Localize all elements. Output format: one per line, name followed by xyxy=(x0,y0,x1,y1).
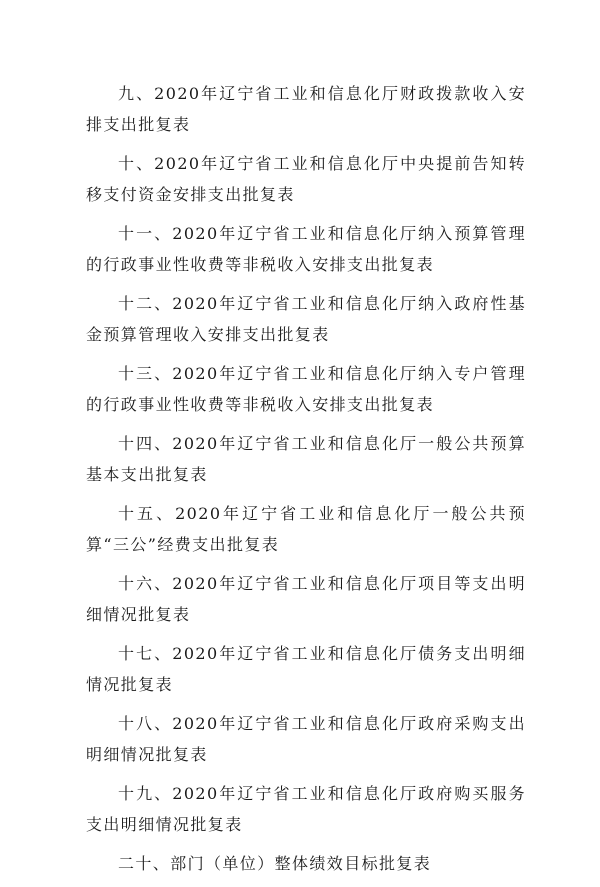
list-item-16: 十六、2020年辽宁省工业和信息化厅项目等支出明细情况批复表 xyxy=(86,574,526,624)
list-item-20: 二十、部门（单位）整体绩效目标批复表 xyxy=(118,854,432,873)
list-item-10: 十、2020年辽宁省工业和信息化厅中央提前告知转移支付资金安排支出批复表 xyxy=(86,154,526,204)
list-item-19: 十九、2020年辽宁省工业和信息化厅政府购买服务支出明细情况批复表 xyxy=(86,784,526,834)
list-item-12: 十二、2020年辽宁省工业和信息化厅纳入政府性基金预算管理收入安排支出批复表 xyxy=(86,294,526,344)
table-list xyxy=(86,78,526,887)
list-item-9: 九、2020年辽宁省工业和信息化厅财政拨款收入安排支出批复表 xyxy=(86,84,526,134)
list-item-17: 十七、2020年辽宁省工业和信息化厅债务支出明细情况批复表 xyxy=(86,644,526,694)
list-item-15: 十五、2020年辽宁省工业和信息化厅一般公共预算“三公”经费支出批复表 xyxy=(86,504,526,554)
list-item-18: 十八、2020年辽宁省工业和信息化厅政府采购支出明细情况批复表 xyxy=(86,714,526,764)
list-item-14: 十四、2020年辽宁省工业和信息化厅一般公共预算基本支出批复表 xyxy=(86,434,526,484)
list-item-13: 十三、2020年辽宁省工业和信息化厅纳入专户管理的行政事业性收费等非税收入安排支出批复表 xyxy=(86,364,526,414)
list-item-11: 十一、2020年辽宁省工业和信息化厅纳入预算管理的行政事业性收费等非税收入安排支出批复表 xyxy=(86,224,526,274)
